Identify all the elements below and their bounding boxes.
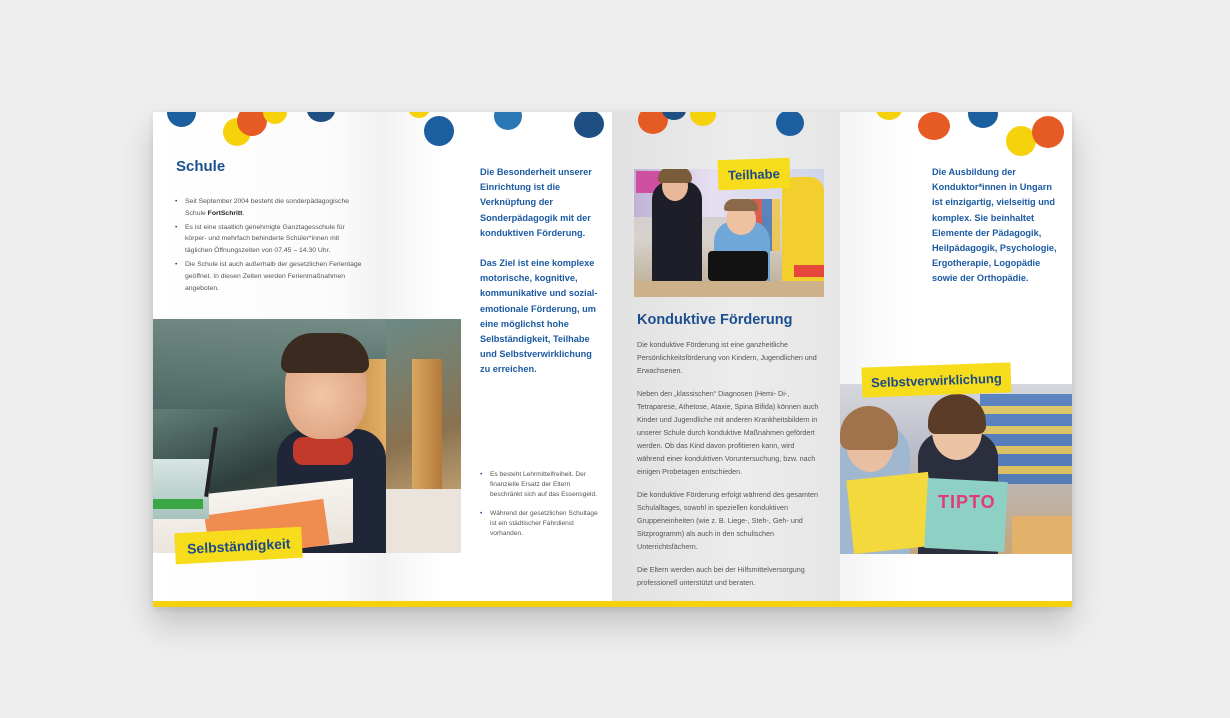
- paragraph: Die Ausbildung der Konduktor*innen in Ungarn ist einzigartig, vielseitig und komplex. Sie beinhaltet Elemente der Pädagogik, Heilpädagogik, Psychologie, Ergotherapie, Logopädie sowie der Orthopädie.: [932, 167, 1057, 284]
- decor-dot: [408, 112, 430, 118]
- list-item: • Die Schule ist auch außerhalb der gesetzlichen Ferientage geöffnet. In diesen Zeiten werden Ferienmaßnahmen angeboten.: [175, 259, 365, 294]
- book-title: TIPTO: [938, 492, 996, 512]
- decor-dot: [1032, 116, 1064, 148]
- panel-konduktive-foerderung: [612, 112, 840, 607]
- photo-selbstverwirklichung: [840, 384, 1072, 554]
- decor-dot: [968, 112, 998, 128]
- decor-dot: [307, 112, 335, 122]
- decor-dot: [574, 112, 604, 138]
- decor-dot: [237, 112, 267, 136]
- paragraph: Das Ziel ist eine komplexe motorische, kognitive, kommunikative und sozial-emotionale Förderung, um eine möglichst hohe Selbständigkeit, Teilhabe und Selbstverwirklichung zu erreichen.: [480, 258, 598, 375]
- panel-ausbildung: [840, 112, 1072, 607]
- paragraph: Die Eltern werden auch bei der Hilfsmittelversorgung professionell unterstützt und beraten.: [637, 565, 805, 587]
- school-facts-list: [175, 196, 365, 294]
- paragraph: Neben den „klassischen“ Diagnosen (Hemi- Di-, Tetraparese, Athetose, Ataxie, Spina Bifida) können auch Kinder und Jugendliche mit anderen Krankheitsbildern in unserer Schule durch konduktive Maßnahmen gefördert werden. Ob das Kind davon profitieren kann, wird während einer konduktiven Voruntersuchung, bzw. nach einigen Probetagen entschieden.: [637, 389, 819, 476]
- panel-besonderheit: [386, 112, 612, 607]
- body-text: [637, 338, 823, 599]
- list-item: • Es besteht Lehrmittelfreiheit. Der finanzielle Ersatz der Eltern beschränkt sich auf das Essensgeld.: [480, 470, 600, 501]
- section-heading: Schule: [176, 158, 226, 175]
- training-text: [932, 165, 1064, 287]
- decor-dot: [167, 112, 196, 127]
- bottom-accent-bar: [840, 601, 1072, 607]
- brochure-spread: [153, 112, 1072, 607]
- list-item: • Während der gesetzlichen Schultage ist ein städtischer Fahrdienst vorhanden.: [480, 509, 600, 540]
- list-item: • Seit September 2004 besteht die sonderpädagogische Schule FortSchritt.: [175, 196, 365, 220]
- decor-dot: [690, 112, 716, 126]
- label-selbstaendigkeit: Selbständigkeit: [174, 527, 303, 565]
- decor-dot: [776, 112, 804, 136]
- paragraph: Die Besonderheit unserer Einrichtung ist die Verknüpfung der Sonderpädagogik mit der konduktiven Förderung.: [480, 167, 592, 238]
- label-teilhabe: Teilhabe: [717, 158, 790, 190]
- panel-schule: [153, 112, 386, 607]
- intro-text: [480, 165, 600, 378]
- paragraph: Die konduktive Förderung ist eine ganzheitliche Persönlichkeitsförderung von Kindern, Jugendlichen und Erwachsenen.: [637, 340, 817, 375]
- bottom-accent-bar: [153, 601, 386, 607]
- info-list: [480, 470, 600, 539]
- decor-dot: [424, 116, 454, 146]
- decor-dot: [494, 112, 522, 130]
- list-item: • Es ist eine staatlich genehmigte Ganztagesschule für körper- und mehrfach behinderte Schüler*innen mit täglichen Öffnungszeiten von 07.45 – 14.30 Uhr.: [175, 222, 365, 257]
- bottom-accent-bar: [386, 601, 612, 607]
- photo-boy-continued: [386, 319, 461, 553]
- paragraph: Die konduktive Förderung erfolgt während des gesamten Schulalltages, sowohl in speziellen konduktiven Gruppeneinheiten (wie z. B. Liege-, Steh-, Geh- und Sitzprogramm) als auch in den schulischen Unterrichtsfächern.: [637, 490, 818, 551]
- photo-boy-smiling: [153, 319, 386, 553]
- decor-dot: [918, 112, 950, 140]
- label-selbstverwirklichung: Selbstverwirklichung: [862, 362, 1012, 397]
- decor-dot: [876, 112, 902, 120]
- section-heading: Konduktive Förderung: [637, 312, 793, 328]
- bottom-accent-bar: [612, 601, 840, 607]
